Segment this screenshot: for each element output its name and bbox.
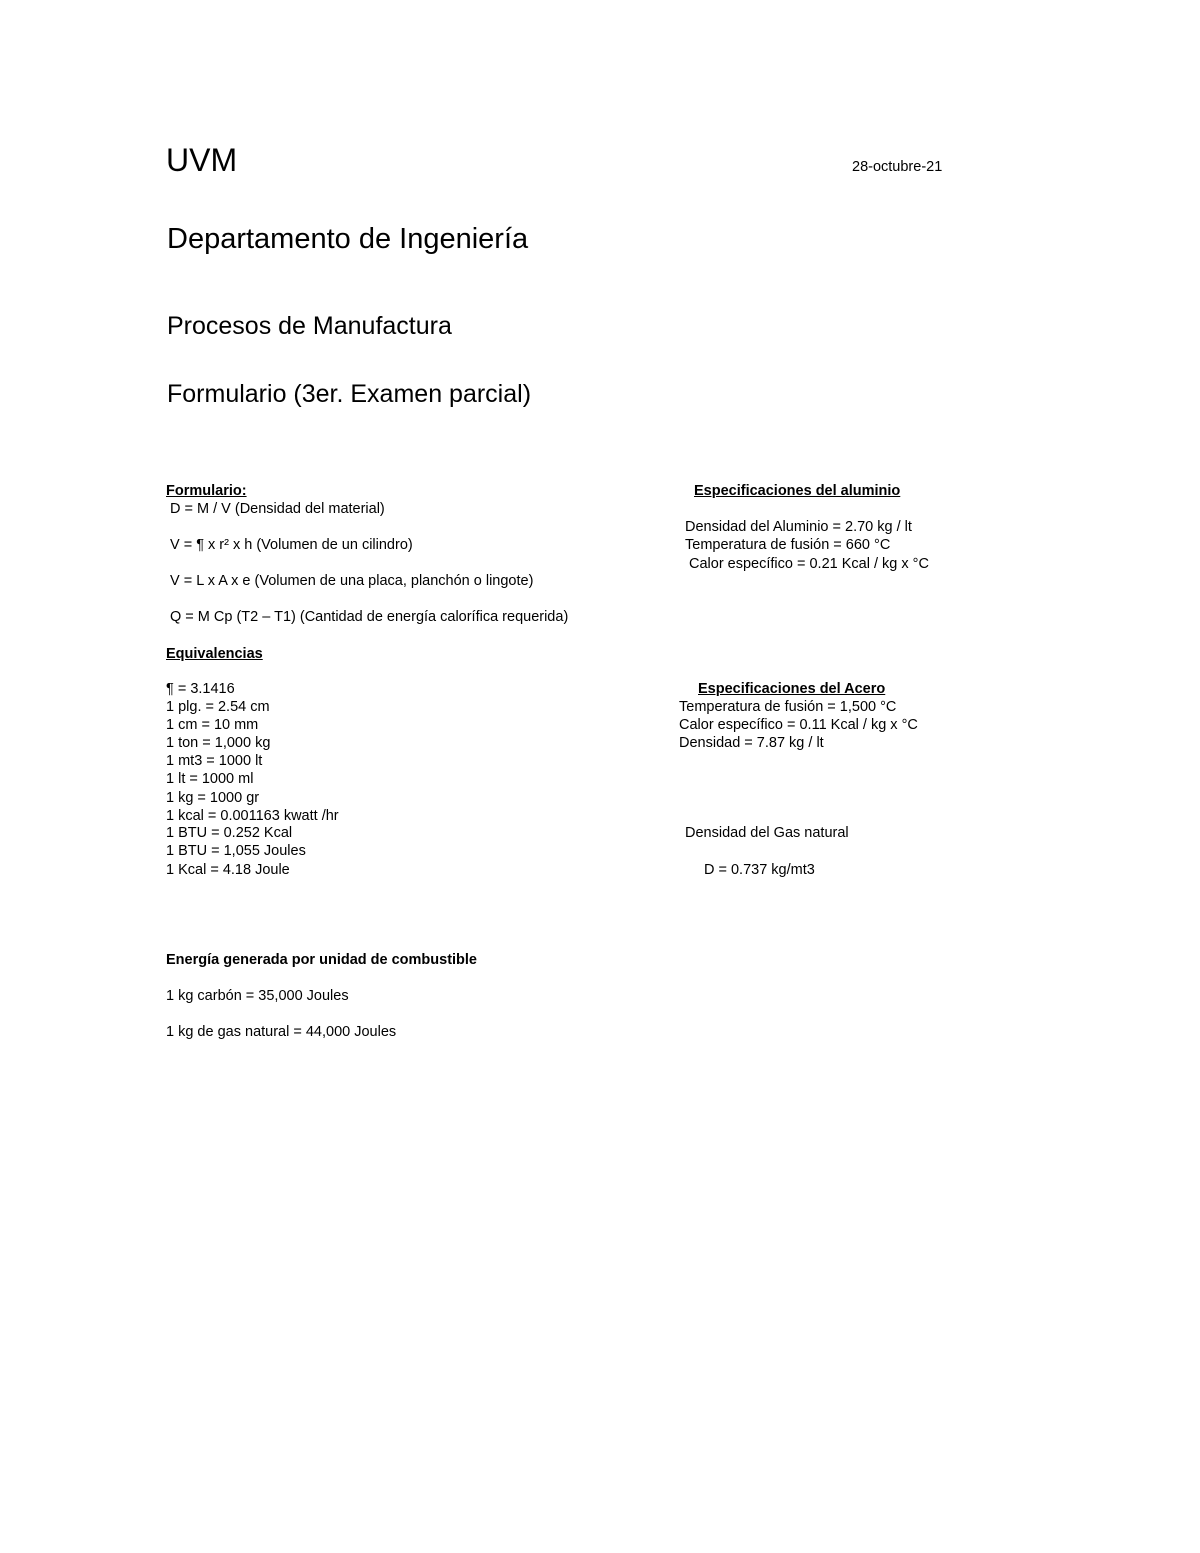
- department-title: Departamento de Ingeniería: [167, 223, 529, 255]
- document-date: 28-octubre-21: [852, 159, 943, 175]
- equivalence-item: 1 mt3 = 1000 lt: [166, 753, 263, 769]
- gas-natural-density: D = 0.737 kg/mt3: [704, 862, 815, 878]
- formula-heat-energy: Q = M Cp (T2 – T1) (Cantidad de energía calorífica requerida): [170, 609, 569, 625]
- aluminio-spec-item: Calor específico = 0.21 Kcal / kg x °C: [689, 556, 929, 572]
- equivalence-item: 1 BTU = 1,055 Joules: [166, 843, 306, 859]
- aluminio-spec-item: Temperatura de fusión = 660 °C: [685, 537, 891, 553]
- gas-natural-label: Densidad del Gas natural: [685, 825, 849, 841]
- equivalence-item: 1 Kcal = 4.18 Joule: [166, 862, 290, 878]
- energia-item: 1 kg carbón = 35,000 Joules: [166, 988, 349, 1004]
- formula-cylinder-volume: V = ¶ x r² x h (Volumen de un cilindro): [170, 537, 413, 553]
- equivalence-item: 1 kg = 1000 gr: [166, 790, 260, 806]
- equivalence-item: 1 ton = 1,000 kg: [166, 735, 271, 751]
- equivalence-item: 1 BTU = 0.252 Kcal: [166, 825, 293, 841]
- formulario-heading: Formulario:: [166, 483, 247, 499]
- equivalence-item: 1 cm = 10 mm: [166, 717, 259, 733]
- energia-heading: Energía generada por unidad de combustible: [166, 952, 477, 968]
- energia-item: 1 kg de gas natural = 44,000 Joules: [166, 1024, 397, 1040]
- aluminio-heading: Especificaciones del aluminio: [694, 483, 901, 499]
- equivalence-item: 1 kcal = 0.001163 kwatt /hr: [166, 808, 339, 824]
- acero-heading: Especificaciones del Acero: [698, 681, 886, 697]
- course-title: Procesos de Manufactura: [167, 312, 452, 340]
- equivalence-item: 1 plg. = 2.54 cm: [166, 699, 270, 715]
- acero-spec-item: Densidad = 7.87 kg / lt: [679, 735, 824, 751]
- equivalence-item: 1 lt = 1000 ml: [166, 771, 254, 787]
- formula-plate-volume: V = L x A x e (Volumen de una placa, planchón o lingote): [170, 573, 534, 589]
- formula-density: D = M / V (Densidad del material): [170, 501, 385, 517]
- aluminio-spec-item: Densidad del Aluminio = 2.70 kg / lt: [685, 519, 912, 535]
- equivalencias-heading: Equivalencias: [166, 646, 263, 662]
- acero-spec-item: Calor específico = 0.11 Kcal / kg x °C: [679, 717, 918, 733]
- equivalence-item: ¶ = 3.1416: [166, 681, 235, 697]
- document-title: Formulario (3er. Examen parcial): [167, 380, 532, 408]
- org-name: UVM: [166, 142, 238, 178]
- acero-spec-item: Temperatura de fusión = 1,500 °C: [679, 699, 897, 715]
